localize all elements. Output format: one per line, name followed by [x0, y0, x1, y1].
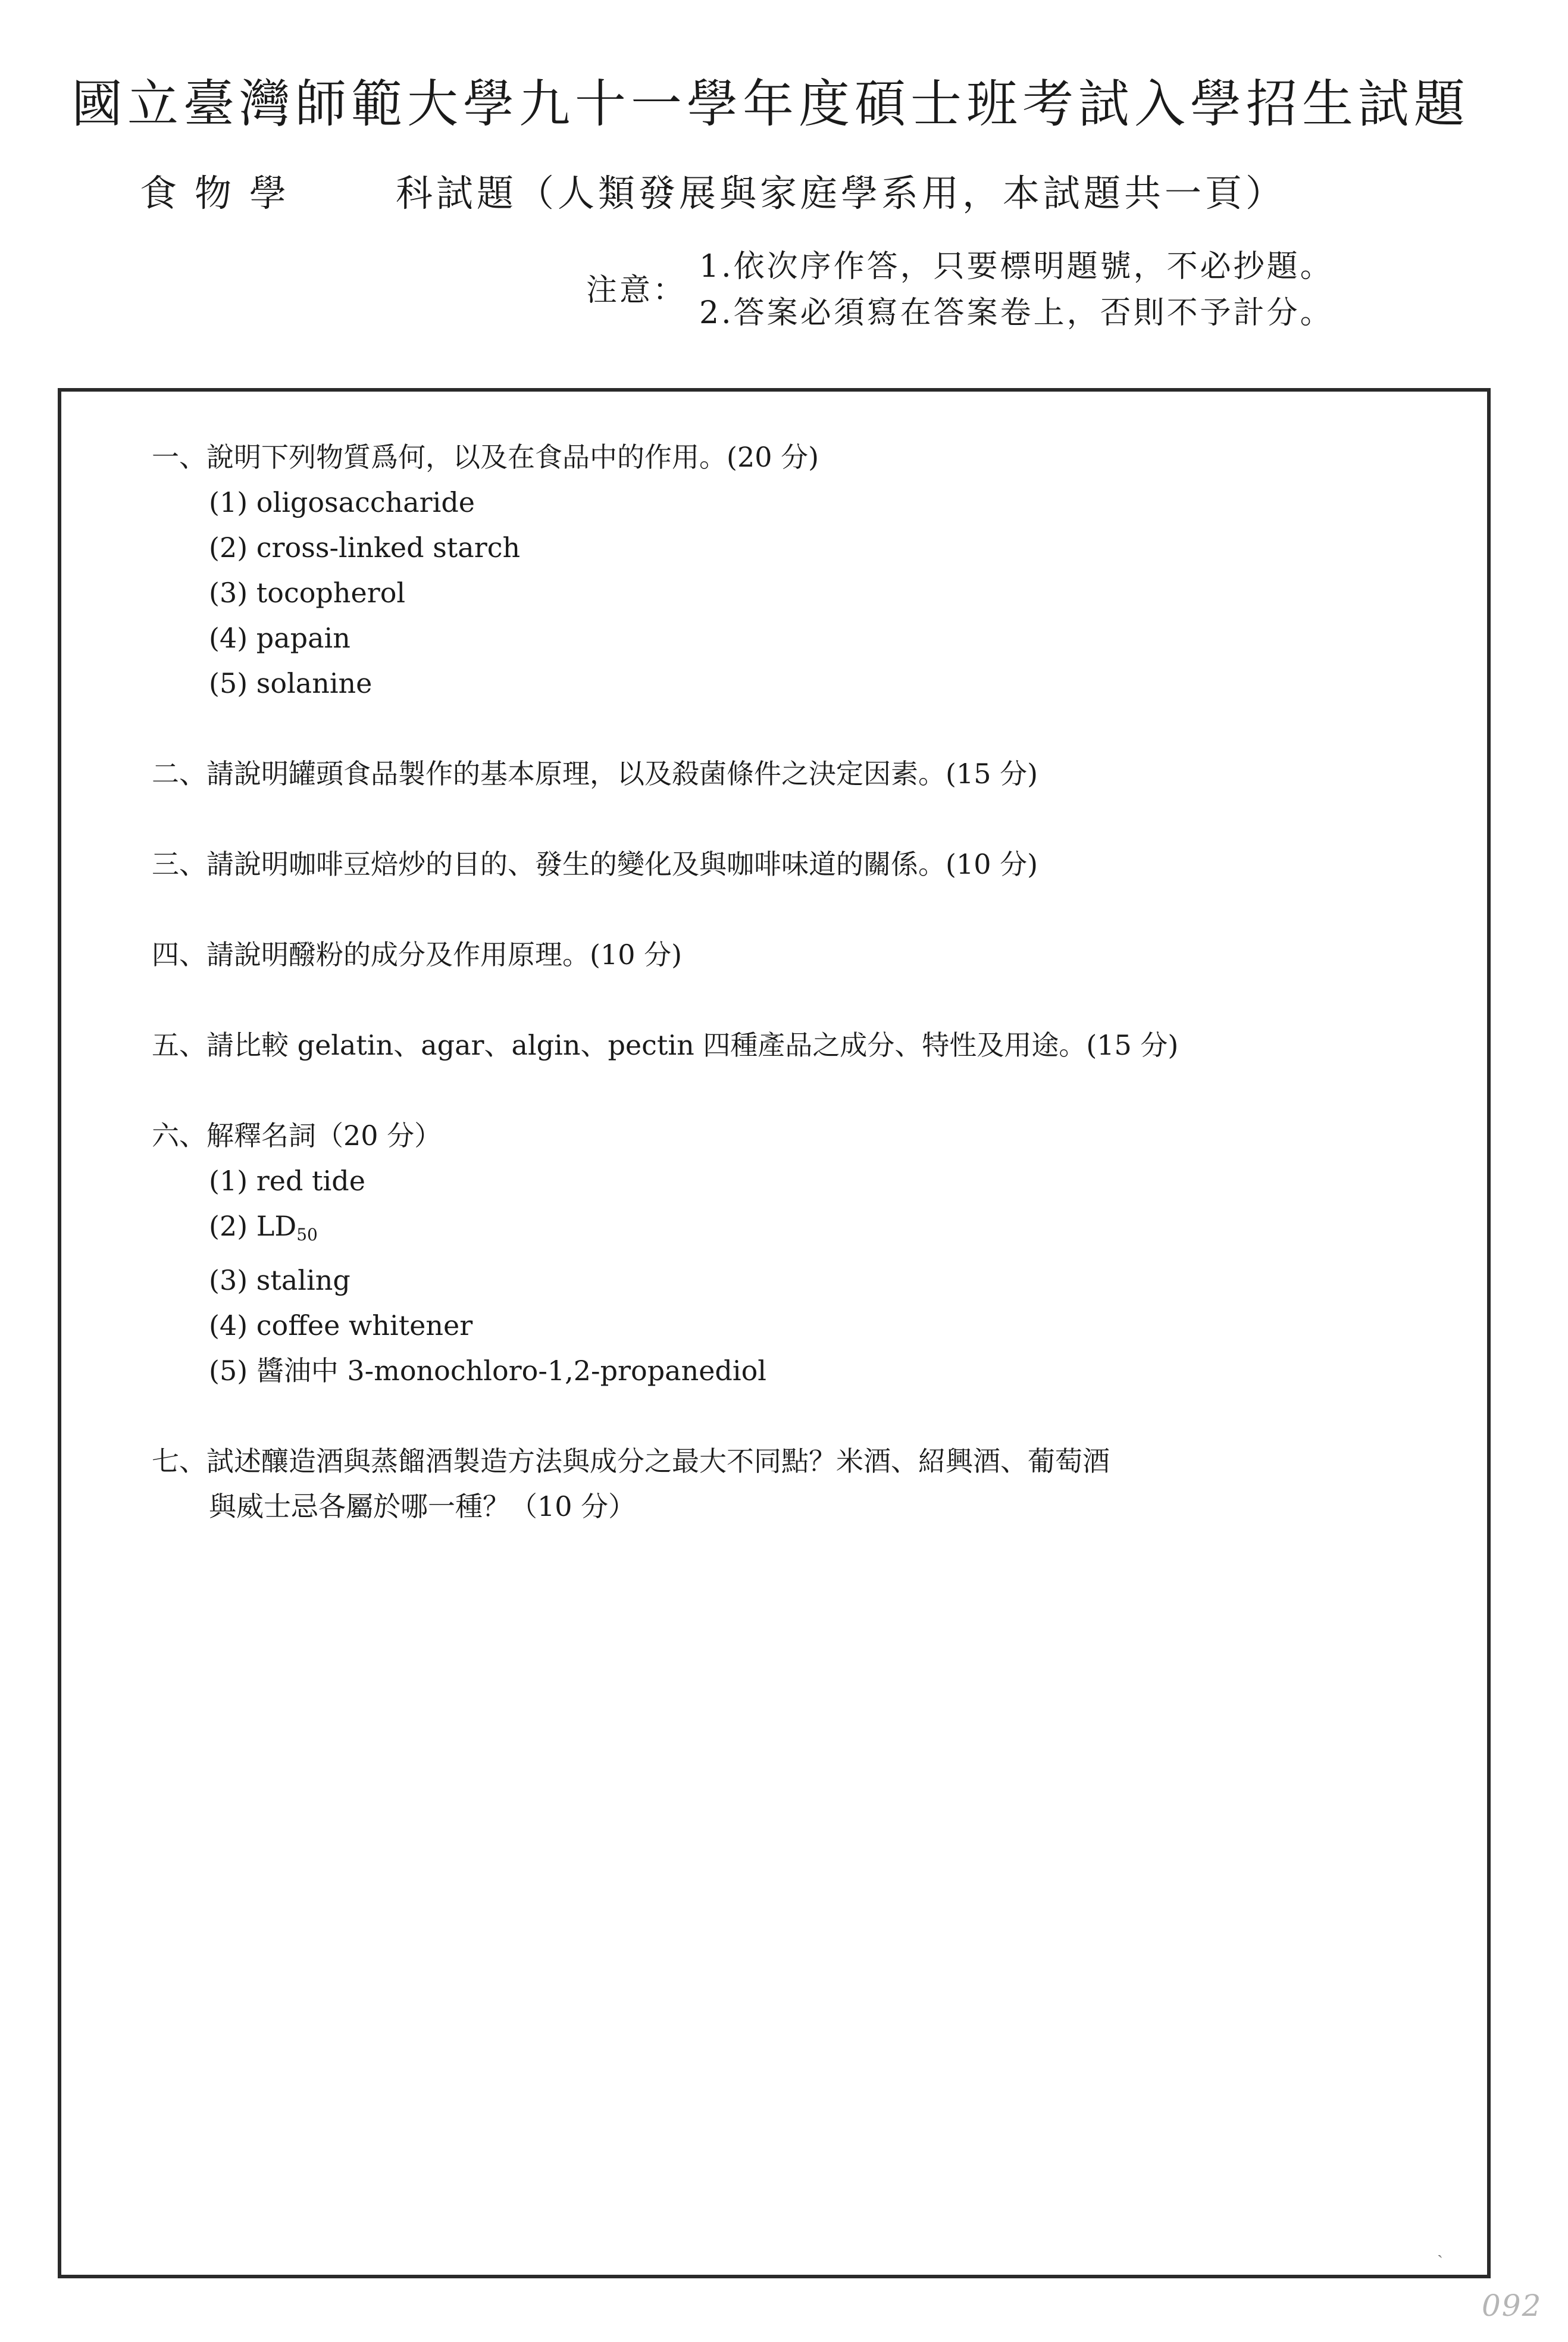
question-prompt: 試述釀造酒與蒸餾酒製造方法與成分之最大不同點？米酒、紹興酒、葡萄酒: [206, 1445, 1110, 1477]
list-item: (5) solanine: [209, 667, 373, 699]
question-number: 三、: [152, 848, 206, 880]
list-item: (5) 醬油中 3-monochloro-1,2-propanediol: [209, 1355, 766, 1387]
question-text: [152, 1439, 1461, 1484]
subject-suffix: 科試題（人類發展與家庭學系用，本試題共一頁）: [396, 171, 1287, 215]
question-prompt: 請說明咖啡豆焙炒的目的、發生的變化及與咖啡味道的關係。(10 分): [206, 848, 1038, 880]
question-items: [152, 1158, 1461, 1393]
question-number: 六、: [152, 1120, 206, 1152]
notes-list: [699, 241, 1334, 334]
question-text: [152, 932, 1461, 977]
question-text: [152, 1113, 1461, 1158]
question-number: 一、: [152, 441, 206, 473]
question-text: [152, 751, 1461, 796]
question-number: 七、: [152, 1445, 206, 1477]
question-text: [152, 1023, 1461, 1068]
list-item: (2) cross-linked starch: [209, 531, 521, 564]
list-item: (4) papain: [209, 622, 350, 654]
question-number: 四、: [152, 939, 206, 971]
question-items: [152, 480, 1461, 706]
question-list: [152, 434, 1461, 1574]
margin-mark: ˎ: [1437, 2238, 1443, 2259]
subject-name: 食物學: [140, 171, 305, 215]
question-prompt: 請比較 gelatin、agar、algin、pectin 四種產品之成分、特性及用途。(15 分): [206, 1029, 1179, 1061]
question-number: 二、: [152, 758, 206, 790]
question-prompt: 說明下列物質爲何，以及在食品中的作用。(20 分): [206, 441, 819, 473]
question-prompt: 請說明醱粉的成分及作用原理。(10 分): [206, 939, 683, 971]
ld-subscript: 50: [296, 1225, 318, 1245]
subject-line: [140, 164, 1286, 217]
question-2: [152, 751, 1461, 796]
question-text: [152, 434, 1461, 480]
list-item: (1) red tide: [209, 1165, 365, 1197]
note-item: 1.依次序作答，只要標明題號，不必抄題。: [699, 249, 1334, 284]
question-4: [152, 932, 1461, 977]
question-7: [152, 1439, 1461, 1529]
corner-page-mark: 092: [1482, 2288, 1542, 2323]
question-prompt: 解釋名詞（20 分）: [206, 1120, 442, 1152]
question-5: [152, 1023, 1461, 1068]
note-item: 2.答案必須寫在答案卷上，否則不予計分。: [699, 295, 1334, 331]
question-text: [152, 842, 1461, 887]
list-item-ld50: [209, 1203, 1461, 1258]
ld-prefix: (2) LD: [209, 1210, 297, 1242]
question-number: 五、: [152, 1029, 206, 1061]
exam-title: 國立臺灣師範大學九十一學年度碩士班考試入學招生試題: [71, 74, 1470, 134]
question-1: [152, 434, 1461, 706]
question-prompt: 請說明罐頭食品製作的基本原理，以及殺菌條件之決定因素。(15 分): [206, 758, 1038, 790]
notes-label: 注意：: [586, 273, 687, 308]
list-item: (4) coffee whitener: [209, 1309, 473, 1342]
question-6: [152, 1113, 1461, 1393]
list-item: (3) staling: [209, 1264, 350, 1296]
list-item: (3) tocopherol: [209, 577, 406, 609]
question-continuation: 與威士忌各屬於哪一種？（10 分）: [209, 1490, 636, 1522]
list-item: (1) oligosaccharide: [209, 486, 475, 518]
question-3: [152, 842, 1461, 887]
